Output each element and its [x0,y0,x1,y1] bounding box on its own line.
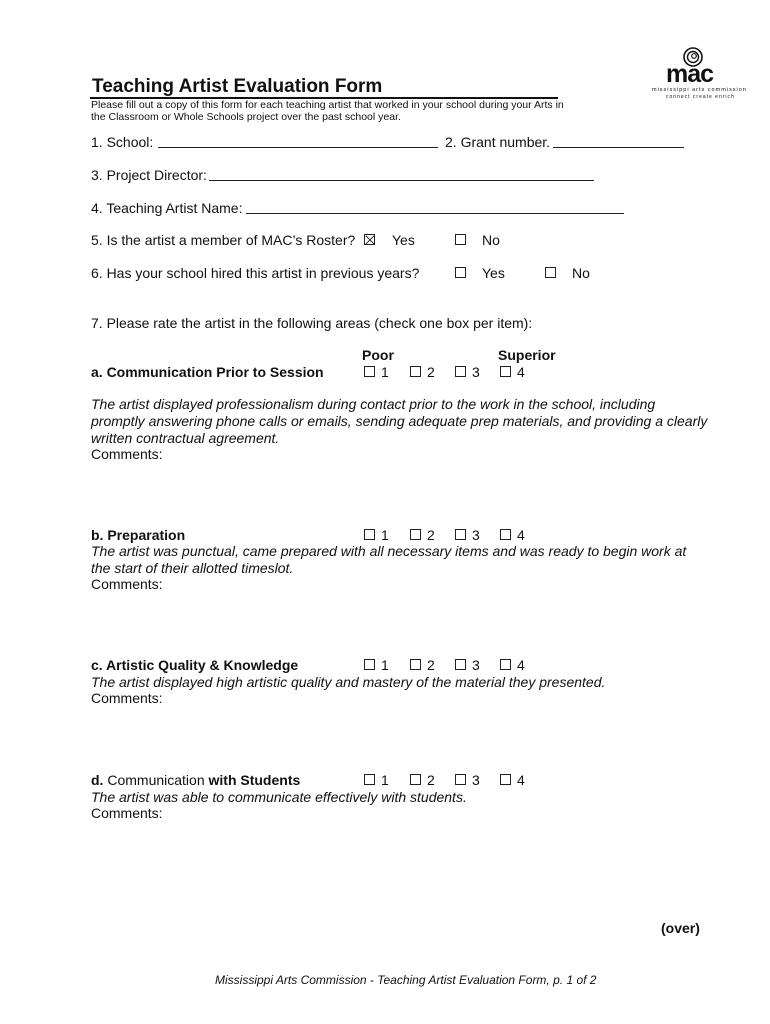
hired-yes-label: Yes [482,265,505,281]
item-a-description-line-2: promptly answering phone calls or emails, sending adequate prep materials, and providing a clearly [91,413,708,429]
item-b-option-3-checkbox[interactable] [455,529,466,540]
item-b-description-line-1: The artist was punctual, came prepared with all necessary items and was ready to begin work at [91,543,687,559]
grant-number-label: 2. Grant number. [445,134,551,150]
item-b-option-2-checkbox[interactable] [410,529,421,540]
item-c-option-3-label: 3 [472,657,480,673]
item-a-comments-field[interactable] [91,464,731,519]
item-b-option-4-checkbox[interactable] [500,529,511,540]
item-a-option-4-label: 4 [517,364,525,380]
item-a-comments-label: Comments: [91,446,163,462]
rating-instructions: 7. Please rate the artist in the following areas (check one box per item): [91,315,533,331]
roster-yes-label: Yes [392,232,415,248]
scale-low-label: Poor [362,347,394,363]
over-indicator: (over) [661,920,700,936]
item-d-title-mid: Communication [107,772,205,788]
item-c-option-4-checkbox[interactable] [500,659,511,670]
roster-question: 5. Is the artist a member of MAC’s Roster? [91,232,356,248]
hired-no-checkbox[interactable] [545,267,556,278]
item-b-option-2-label: 2 [427,527,435,543]
logo-wordmark: mac [666,60,714,88]
roster-no-checkbox[interactable] [455,234,466,245]
intro-text-line-1: Please fill out a copy of this form for each teaching artist that worked in your school during your Arts in [91,99,564,111]
item-a-option-2-label: 2 [427,364,435,380]
item-b-option-4-label: 4 [517,527,525,543]
item-a-option-3-label: 3 [472,364,480,380]
item-a-option-1-label: 1 [381,364,389,380]
item-a-option-3-checkbox[interactable] [455,366,466,377]
roster-no-label: No [482,232,500,248]
item-c-comments-label: Comments: [91,690,163,706]
item-c-option-3-checkbox[interactable] [455,659,466,670]
project-director-field[interactable] [209,180,594,181]
grant-number-field[interactable] [553,147,684,148]
item-b-option-1-label: 1 [381,527,389,543]
logo-tagline: mississippi arts commission [652,87,747,93]
item-d-option-4-checkbox[interactable] [500,774,511,785]
school-field[interactable] [158,147,438,148]
logo-tagline-2: connect create enrich [666,94,735,100]
item-b-title: b. Preparation [91,527,186,543]
item-c-option-4-label: 4 [517,657,525,673]
hired-question: 6. Has your school hired this artist in previous years? [91,265,420,281]
item-a-option-4-checkbox[interactable] [500,366,511,377]
item-a-option-2-checkbox[interactable] [410,366,421,377]
item-c-option-1-label: 1 [381,657,389,673]
item-d-option-2-checkbox[interactable] [410,774,421,785]
item-a-description-line-1: The artist displayed professionalism during contact prior to the work in the school, including [91,396,656,412]
item-b-description-line-2: the start of their allotted timeslot. [91,560,294,576]
hired-no-label: No [572,265,590,281]
item-d-title-prefix: d. [91,772,104,788]
item-d-title [91,772,300,788]
school-label: 1. School: [91,134,154,150]
item-c-comments-field[interactable] [91,708,731,763]
item-c-option-2-label: 2 [427,657,435,673]
item-a-description-line-3: written contractual agreement. [91,430,280,446]
item-a-title: a. Communication Prior to Session [91,364,324,380]
item-b-option-1-checkbox[interactable] [364,529,375,540]
page-footer-caption: Mississippi Arts Commission - Teaching Artist Evaluation Form, p. 1 of 2 [215,973,597,987]
item-b-option-3-label: 3 [472,527,480,543]
item-d-option-3-checkbox[interactable] [455,774,466,785]
item-c-option-1-checkbox[interactable] [364,659,375,670]
item-d-option-4-label: 4 [517,772,525,788]
page-title: Teaching Artist Evaluation Form [92,76,383,97]
item-a-option-1-checkbox[interactable] [364,366,375,377]
item-d-description-line-1: The artist was able to communicate effectively with students. [91,789,467,805]
item-c-description-line-1: The artist displayed high artistic quality and mastery of the material they presented. [91,674,606,690]
scale-high-label: Superior [498,347,556,363]
item-d-comments-field[interactable] [91,823,731,913]
roster-yes-checkbox[interactable] [364,234,375,245]
item-c-option-2-checkbox[interactable] [410,659,421,670]
project-director-label: 3. Project Director: [91,167,207,183]
mac-logo [640,46,747,106]
item-d-option-2-label: 2 [427,772,435,788]
item-d-option-3-label: 3 [472,772,480,788]
hired-yes-checkbox[interactable] [455,267,466,278]
item-d-comments-label: Comments: [91,805,163,821]
item-b-comments-label: Comments: [91,576,163,592]
teaching-artist-field[interactable] [246,213,624,214]
item-d-title-suffix: with Students [208,772,301,788]
teaching-artist-label: 4. Teaching Artist Name: [91,200,243,216]
intro-text-line-2: the Classroom or Whole Schools project over the past school year. [91,111,401,123]
item-d-option-1-label: 1 [381,772,389,788]
item-d-option-1-checkbox[interactable] [364,774,375,785]
item-c-title: c. Artistic Quality & Knowledge [91,657,299,673]
item-b-comments-field[interactable] [91,594,731,649]
